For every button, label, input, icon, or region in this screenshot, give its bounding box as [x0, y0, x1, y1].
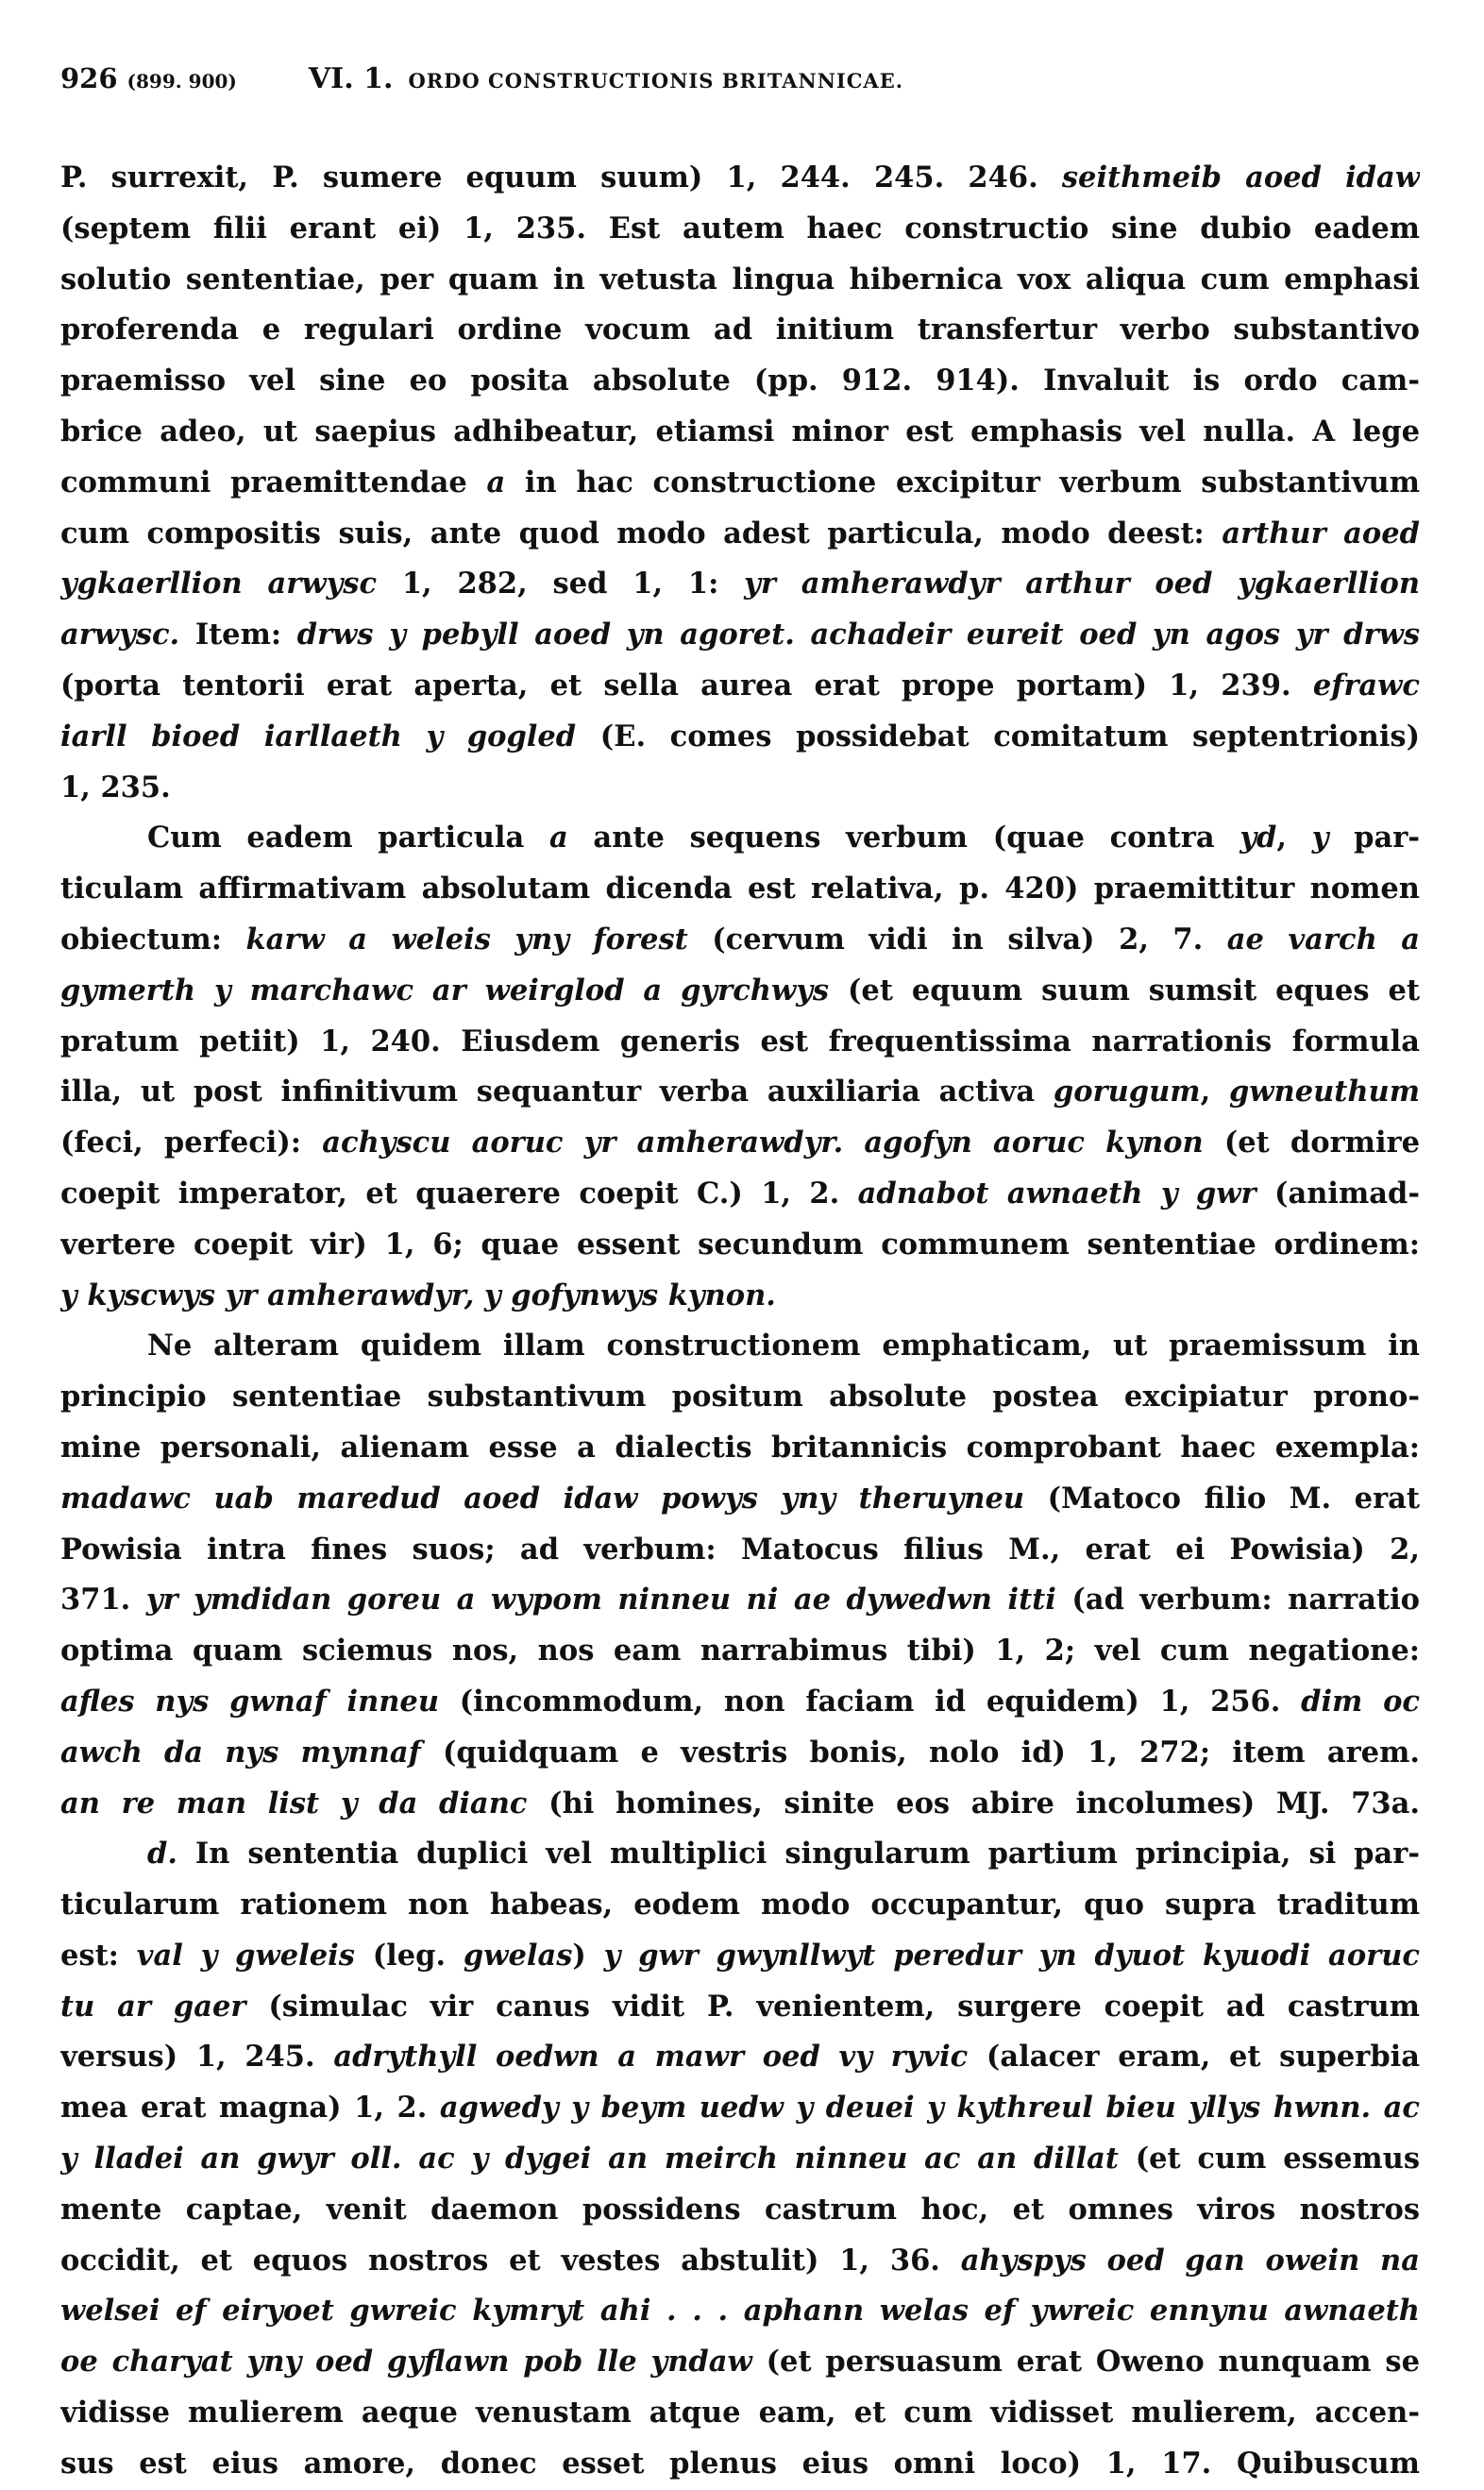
text-line [60, 2388, 1420, 2439]
text-line [60, 1423, 1420, 1474]
italic-text-segment: val y gweleis [136, 1938, 355, 1973]
text-segment: cum compositis suis, ante quod modo adest particula, modo deest: [60, 516, 1223, 551]
text-segment: brice adeo, ut saepius adhibeatur, etiamsi minor est emphasis vel nulla. A lege [60, 414, 1420, 449]
italic-text-segment: y kyscwys yr amherawdyr, y gofynwys kynon. [60, 1278, 776, 1313]
text-segment: 371. [60, 1583, 146, 1618]
text-segment: coepit imperator, et quaerere coepit C.) 1, 2. [60, 1176, 858, 1211]
text-line [60, 559, 1420, 610]
italic-text-segment: adrythyll oedwn a mawr oed vy ryvic [333, 2040, 969, 2075]
text-segment: ) [572, 1938, 604, 1973]
text-line [60, 1321, 1420, 1372]
text-segment: praemisso vel sine eo posita absolute (pp. 912. 914). Invaluit is ordo cam- [60, 364, 1420, 398]
text-segment: Item: [179, 618, 297, 652]
page-number: 926 [60, 62, 118, 94]
italic-text-segment: awch da nys mynnaf [60, 1735, 421, 1770]
italic-text-segment: welsei ef eiryoet gwreic kymryt ahi . . . aphann welas ef ywreic ennynu awnaeth [60, 2294, 1420, 2329]
italic-text-segment: d. [147, 1837, 177, 1872]
text-line [60, 509, 1420, 560]
text-segment: Powisia intra fines suos; ad verbum: Matocus filius M., erat ei Powisia) 2, [60, 1532, 1420, 1567]
text-segment: (simulac vir canus vidit P. venientem, surgere coepit ad castrum [245, 1989, 1420, 2024]
italic-text-segment: a [486, 465, 506, 500]
text-segment: ante sequens verbum (quae contra [567, 821, 1240, 855]
text-line [60, 1017, 1420, 1068]
text-segment: est: [60, 1938, 137, 1973]
text-segment: (cervum vidi in silva) 2, 7. [687, 922, 1227, 957]
italic-text-segment: adnabot awnaeth y gwr [857, 1176, 1256, 1211]
text-line [60, 407, 1420, 458]
text-segment: P. surrexit, P. sumere equum suum) 1, 244. 245. 246. [60, 161, 1062, 195]
text-line [60, 1880, 1420, 1931]
italic-text-segment: ae varch a [1226, 922, 1420, 957]
text-segment: illa, ut post infinitivum sequantur verba auxiliaria activa [60, 1075, 1054, 1109]
text-segment: (incommodum, non faciam id equidem) 1, 256. [439, 1684, 1302, 1719]
text-line [60, 1525, 1420, 1576]
text-segment: (feci, perfeci): [60, 1126, 323, 1160]
text-segment: in hac constructione excipitur verbum substantivum [505, 465, 1420, 500]
chapter-number: VI. 1. [308, 62, 394, 95]
text-line [60, 2439, 1420, 2490]
text-line [60, 661, 1420, 712]
italic-text-segment: tu ar gaer [60, 1989, 246, 2024]
text-segment: (et persuasum erat Oweno nunquam se [751, 2345, 1420, 2380]
italic-text-segment: oe charyat yny oed gyflawn pob lle yndaw [60, 2345, 752, 2380]
page [60, 62, 1420, 2490]
text-segment: 1, 282, sed 1, 1: [377, 567, 745, 601]
italic-text-segment: y [1311, 821, 1329, 855]
text-line [60, 915, 1420, 966]
running-header [60, 62, 1420, 110]
italic-text-segment: gwneuthum [1228, 1075, 1420, 1109]
italic-text-segment: achyscu aoruc yr amherawdyr. agofyn aoruc kynon [322, 1126, 1204, 1160]
text-segment: (et equum suum sumsit eques et [829, 973, 1420, 1008]
text-line [60, 1575, 1420, 1626]
italic-text-segment: iarll bioed iarllaeth y gogled [60, 719, 577, 754]
text-segment: par- [1328, 821, 1420, 855]
text-segment: (animad- [1256, 1176, 1420, 1211]
text-segment: communi praemittendae [60, 465, 487, 500]
text-segment: solutio sententiae, per quam in vetusta lingua hibernica vox aliqua cum emphasi [60, 262, 1420, 296]
italic-text-segment: efrawc [1312, 668, 1420, 703]
italic-text-segment: y lladei an gwyr oll. ac y dygei an meirch ninneu ac an dillat [60, 2142, 1119, 2177]
text-line [60, 1829, 1420, 1880]
text-line [60, 813, 1420, 864]
italic-text-segment: gwelas [463, 1938, 573, 1973]
text-segment: (E. comes possidebat comitatum septentrionis) [576, 719, 1420, 754]
text-segment: (ad verbum: narratio [1055, 1583, 1420, 1618]
italic-text-segment: madawc uab maredud aoed idaw powys yny theruyneu [60, 1481, 1025, 1516]
text-line [60, 610, 1420, 661]
text-segment: , [1200, 1075, 1229, 1109]
text-segment: occidit, et equos nostros et vestes abstulit) 1, 36. [60, 2243, 961, 2278]
text-segment: proferenda e regulari ordine vocum ad initium transfertur verbo substantivo [60, 313, 1420, 347]
italic-text-segment: agwedy y beym uedw y deuei y kythreul bieu yllys hwnn. ac [439, 2091, 1420, 2126]
text-line [60, 356, 1420, 407]
text-line [60, 2185, 1420, 2236]
text-line [60, 864, 1420, 915]
text-line [60, 2236, 1420, 2287]
italic-text-segment: ygkaerllion arwysc [60, 567, 378, 601]
text-line [60, 1169, 1420, 1220]
italic-text-segment: arthur aoed [1222, 516, 1420, 551]
text-line [60, 2083, 1420, 2134]
text-line [60, 1931, 1420, 1982]
page-reference: (899. 900) [126, 70, 237, 93]
text-segment: vidisse mulierem aeque venustam atque eam, et cum vidisset mulierem, accen- [60, 2396, 1420, 2431]
text-line [60, 458, 1420, 509]
italic-text-segment: drws y pebyll aoed yn agoret. achadeir eureit oed yn agos yr drws [296, 618, 1420, 652]
italic-text-segment: yd [1239, 821, 1277, 855]
text-segment: vertere coepit vir) 1, 6; quae essent secundum communem sententiae ordinem: [60, 1227, 1420, 1262]
text-line [60, 1220, 1420, 1271]
text-segment: optima quam sciemus nos, nos eam narrabimus tibi) 1, 2; vel cum negatione: [60, 1634, 1420, 1668]
running-title: ORDO CONSTRUCTIONIS BRITANNICAE. [408, 69, 904, 93]
text-segment: , [1276, 821, 1312, 855]
italic-text-segment: afles nys gwnaf inneu [60, 1684, 439, 1719]
text-line [60, 204, 1420, 255]
text-line [60, 2337, 1420, 2388]
body-text [60, 153, 1420, 2490]
text-line [60, 1271, 1420, 1322]
text-segment: mente captae, venit daemon possidens castrum hoc, et omnes viros nostros [60, 2192, 1420, 2227]
text-line [60, 1677, 1420, 1728]
italic-text-segment: yr amherawdyr arthur oed ygkaerllion [744, 567, 1420, 601]
text-segment: (porta tentorii erat aperta, et sella aurea erat prope portam) 1, 239. [60, 668, 1313, 703]
text-line [60, 305, 1420, 356]
italic-text-segment: arwysc. [60, 618, 180, 652]
text-segment: pratum petiit) 1, 240. Eiusdem generis est frequentissima narrationis formula [60, 1024, 1420, 1059]
text-line [60, 966, 1420, 1017]
text-line [60, 1118, 1420, 1169]
text-line [60, 1728, 1420, 1779]
text-segment: (Matoco filio M. erat [1024, 1481, 1420, 1516]
text-line [60, 1372, 1420, 1423]
italic-text-segment: karw a weleis yny forest [245, 922, 688, 957]
text-segment: In sententia duplici vel multiplici singularum partium principia, si par- [177, 1837, 1420, 1872]
text-segment: Cum eadem particula [147, 821, 549, 855]
italic-text-segment: seithmeib aoed idaw [1061, 161, 1420, 195]
text-line [60, 2134, 1420, 2185]
italic-text-segment: ahyspys oed gan owein na [960, 2243, 1420, 2278]
text-segment: mine personali, alienam esse a dialectis britannicis comprobant haec exempla: [60, 1430, 1420, 1465]
text-segment: (et dormire [1203, 1126, 1420, 1160]
text-segment: versus) 1, 245. [60, 2040, 334, 2075]
text-line [60, 153, 1420, 204]
text-segment: (et cum essemus [1118, 2142, 1420, 2177]
text-segment: ticulam affirmativam absolutam dicenda est relativa, p. 420) praemittitur nomen [60, 872, 1420, 906]
text-line [60, 1474, 1420, 1525]
italic-text-segment: an re man list y da dianc [60, 1786, 528, 1821]
italic-text-segment: dim oc [1301, 1684, 1420, 1719]
text-line [60, 1982, 1420, 2033]
text-segment: mea erat magna) 1, 2. [60, 2091, 440, 2126]
italic-text-segment: yr ymdidan goreu a wypom ninneu ni ae dywedwn itti [145, 1583, 1056, 1618]
text-segment: obiectum: [60, 922, 246, 957]
text-line [60, 255, 1420, 306]
italic-text-segment: y gwr gwynllwyt peredur yn dyuot kyuodi aoruc [603, 1938, 1420, 1973]
text-line [60, 2032, 1420, 2083]
italic-text-segment: a [548, 821, 568, 855]
text-line [60, 1779, 1420, 1830]
text-segment: 1, 235. [60, 770, 171, 805]
text-segment: (septem filii erant ei) 1, 235. Est autem haec constructio sine dubio eadem [60, 211, 1420, 246]
text-line [60, 1626, 1420, 1677]
text-segment: ticularum rationem non habeas, eodem modo occupantur, quo supra traditum [60, 1888, 1420, 1923]
text-segment: (quidquam e vestris bonis, nolo id) 1, 272; item arem. [420, 1735, 1420, 1770]
italic-text-segment: gorugum [1053, 1075, 1201, 1109]
text-line [60, 2286, 1420, 2337]
text-segment: (alacer eram, et superbia [968, 2040, 1420, 2075]
text-segment: sus est eius amore, donec esset plenus eius omni loco) 1, 17. Quibuscum [60, 2446, 1420, 2481]
text-line [60, 712, 1420, 763]
italic-text-segment: gymerth y marchawc ar weirglod a gyrchwys [60, 973, 830, 1008]
text-segment: principio sententiae substantivum positum absolute postea excipiatur prono- [60, 1380, 1420, 1414]
text-segment: (hi homines, sinite eos abire incolumes) MJ. 73a. [527, 1786, 1420, 1821]
text-segment: (leg. [354, 1938, 464, 1973]
text-line [60, 763, 1420, 814]
text-segment: Ne alteram quidem illam constructionem emphaticam, ut praemissum in [147, 1329, 1420, 1364]
text-line [60, 1067, 1420, 1118]
